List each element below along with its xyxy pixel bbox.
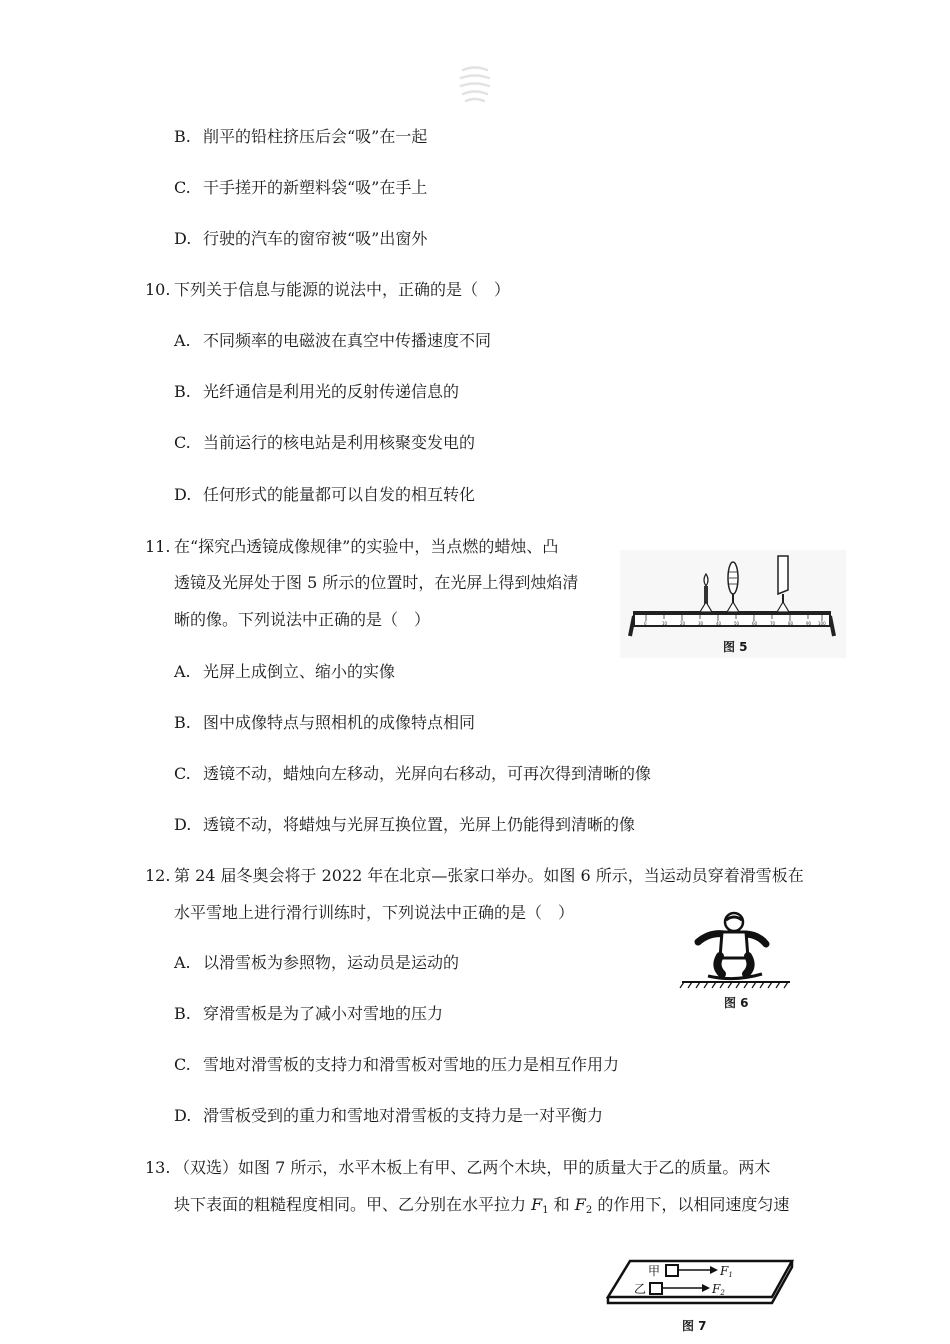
svg-text:20: 20 <box>680 621 686 626</box>
svg-text:60: 60 <box>752 621 758 626</box>
optical-bench-diagram <box>620 550 846 638</box>
skier-diagram <box>678 908 796 994</box>
svg-text:50: 50 <box>734 621 740 626</box>
watermark-icon <box>458 62 492 104</box>
figure-6-caption: 图 6 <box>724 996 749 1010</box>
svg-text:0: 0 <box>644 621 647 626</box>
svg-text:70: 70 <box>770 621 776 626</box>
figure-5-caption: 图 5 <box>723 640 748 654</box>
label-jia: 甲 <box>648 1264 661 1278</box>
svg-text:40: 40 <box>716 621 722 626</box>
svg-text:100: 100 <box>818 621 826 626</box>
label-yi: 乙 <box>634 1282 647 1296</box>
screen-icon <box>777 556 789 612</box>
figure-7-caption: 图 7 <box>682 1319 707 1333</box>
label-f2: F2 <box>712 1282 725 1297</box>
svg-text:10: 10 <box>662 621 668 626</box>
figure-6 <box>678 908 796 1012</box>
svg-text:90: 90 <box>806 621 812 626</box>
lens-icon <box>727 562 739 612</box>
label-f1: F1 <box>720 1264 733 1279</box>
svg-text:80: 80 <box>788 621 794 626</box>
figure-7 <box>600 1255 800 1339</box>
figure-5 <box>620 550 846 658</box>
svg-text:30: 30 <box>698 621 704 626</box>
question-13-stem-line-2-text: 块下表面的粗糙程度相同。甲、乙分别在水平拉力 $F_1$ 和 $F_2$ 的作用下，以相同速度匀速 <box>174 1195 790 1216</box>
candle-icon <box>700 574 712 612</box>
blocks-on-board-diagram <box>600 1255 800 1317</box>
